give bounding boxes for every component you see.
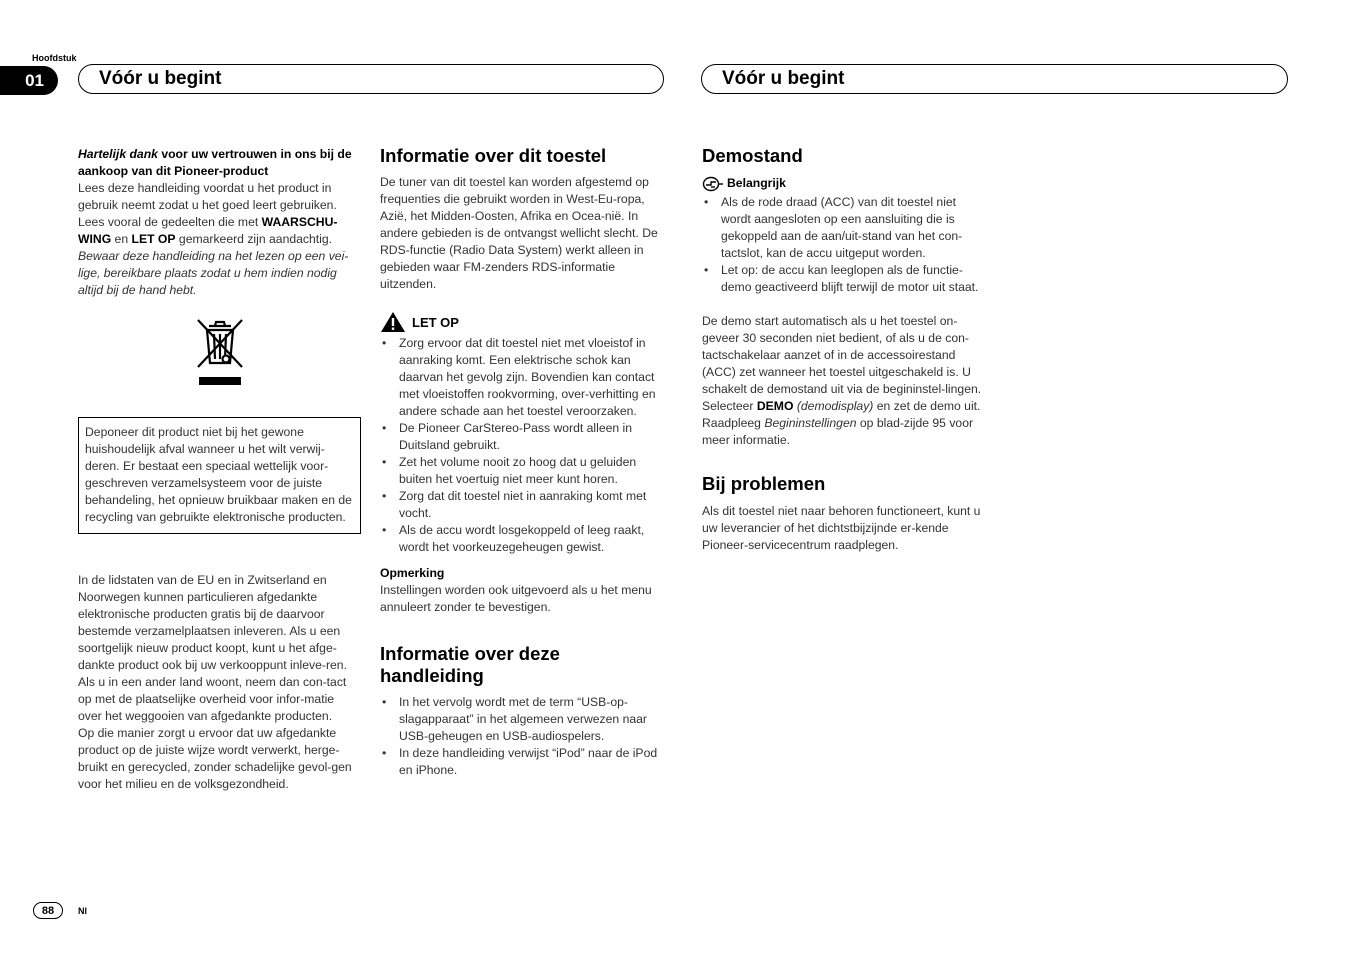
page-number: 88 [33, 902, 63, 919]
demo-display-term: (demodisplay) [793, 399, 874, 413]
list-item: • In deze handleiding verwijst “iPod” naar de iPod en iPhone. [380, 745, 665, 779]
section-title-left-text: Vóór u begint [99, 68, 222, 89]
eu-paragraph-2: Als u in een ander land woont, neem dan con-tact op met de plaatselijke overheid voor infor-matie over het weggooien van afgedankte producten. [78, 675, 347, 723]
column-3 [702, 145, 988, 554]
list-item: • Let op: de accu kan leeglopen als de functie-demo geactiveerd blijft terwijl de motor uit staat. [702, 262, 988, 296]
list-item: • Als de accu wordt losgekoppeld of leeg raakt, wordt het voorkeuzegeheugen gewist. [380, 522, 665, 556]
caution-keyword: LET OP [131, 232, 176, 246]
crossed-bin-icon [195, 317, 245, 387]
caution-label: LET OP [412, 314, 459, 330]
warning-triangle-icon [380, 311, 406, 333]
note-text: Instellingen worden ook uitgevoerd als u het menu annuleert zonder te bevestigen. [380, 583, 652, 614]
section-title-left [78, 64, 664, 94]
manual-info-list [380, 694, 665, 779]
note-label: Opmerking [380, 566, 445, 580]
chapter-number-badge: 01 [0, 66, 58, 95]
important-list [702, 194, 988, 296]
demo-paragraph [702, 313, 988, 449]
language-code: Nl [78, 906, 87, 916]
column-1 [78, 146, 361, 793]
troubleshooting-text: Als dit toestel niet naar behoren functioneert, kunt u uw leverancier of het dichtstbijzijnde er-kende Pioneer-servicecentrum raadplegen. [702, 504, 981, 552]
caution-list [380, 335, 665, 556]
list-item: • Zorg dat dit toestel niet in aanraking komt met vocht. [380, 488, 665, 522]
important-header [702, 175, 988, 192]
device-info-text: De tuner van dit toestel kan worden afgestemd op frequenties die gebruikt worden in West-Eu-ropa, Azië, het Midden-Oosten, Afrika en Ocea-nië. In andere gebieden is de ontvangst wellicht slecht. De RDS-functie (Radio Data System) werkt alleen in gebieden waar FM-zenders RDS-informatie uitzenden. [380, 175, 658, 291]
list-item: • In het vervolg wordt met de term “USB-op-slagapparaat” in het algemeen verwezen naar USB-geheugen en USB-audiospelers. [380, 694, 665, 745]
disposal-notice-text: Deponeer dit product niet bij het gewone huishoudelijk afval wanneer u het wilt verwij-deren. Er bestaat een speciaal wettelijk voor-geschreven verzamelsysteem voor de juiste behandeling, het opnieuw bruikbaar maken en de recycling van gebruikte elektronische producten. [85, 425, 352, 524]
list-item: • De Pioneer CarStereo-Pass wordt alleen in Duitsland gebruikt. [380, 420, 665, 454]
intro-text-1: Lees deze handleiding voordat u het product in gebruik neemt zodat u het goed leert gebruiken. Lees vooral de gedeelten die met [78, 181, 337, 229]
chapter-label: Hoofdstuk [32, 53, 77, 63]
heading-manual-info: Informatie over deze handleiding [380, 643, 560, 686]
intro-thanks: Hartelijk dank [78, 147, 158, 161]
caution-header [380, 311, 665, 333]
demo-text-3: op blad-zijde 95 voor meer informatie. [702, 416, 974, 447]
list-item: • Zet het volume nooit zo hoog dat u geluiden buiten het voertuig niet meer kunt horen. [380, 454, 665, 488]
column-2 [380, 145, 665, 779]
important-label: Belangrijk [727, 176, 786, 190]
intro-text-2: gemarkeerd zijn aandachtig. [175, 232, 333, 246]
intro-paragraph [78, 146, 361, 248]
demo-text-1: De demo start automatisch als u het toestel on-geveer 30 seconden niet bedient, of als u de con-tactschakelaar aanzet of in de accessoirestand (ACC) zet wanneer het toestel uitgeschakeld is. U schakelt de demostand uit via de begininstel-lingen. Selecteer [702, 314, 982, 413]
keep-manual-note: Bewaar deze handleiding na het lezen op een vei-lige, bereikbare plaats zodat u hem indien nodig altijd bij de hand hebt. [78, 249, 349, 297]
intro-bold: voor uw vertrouwen in ons bij de aankoop van dit Pioneer-product [78, 147, 352, 178]
important-hand-icon [702, 176, 724, 192]
heading-device-info: Informatie over dit toestel [380, 145, 607, 166]
demo-keyword: DEMO [756, 399, 794, 413]
initial-settings-term: Begininstellingen [764, 416, 857, 430]
and-word: en [111, 232, 132, 246]
weee-symbol-area [78, 299, 361, 417]
eu-paragraph-1: In de lidstaten van de EU en in Zwitserland en Noorwegen kunnen particulieren afgedankte elektronische producten gratis bij de daarvoor bestemde verzamelplaatsen inleveren. Als u een soortgelijk nieuw product koopt, kunt u het afge-dankte product ook bij uw verkooppunt inleve-ren. [78, 573, 347, 672]
list-item: • Als de rode draad (ACC) van dit toestel niet wordt aangesloten op een aansluiting die is gekoppeld aan de aan/uit-stand van het con-tactslot, kan de accu uitgeput worden. [702, 194, 988, 262]
heading-demo-mode: Demostand [702, 145, 803, 166]
section-title-right [701, 64, 1288, 94]
section-title-right-text: Vóór u begint [722, 68, 845, 89]
heading-troubleshooting: Bij problemen [702, 473, 826, 494]
demo-text-2: en zet de demo uit. Raadpleeg [702, 399, 981, 430]
warning-keyword: WAARSCHU-WING [78, 215, 338, 246]
eu-paragraph-3: Op die manier zorgt u ervoor dat uw afgedankte product op de juiste wijze wordt verwerkt, herge-bruikt en gerecycled, zonder schadelijke gevol-gen voor het milieu en de volksgezondheid. [78, 726, 352, 791]
disposal-notice-box [78, 417, 361, 534]
list-item: • Zorg ervoor dat dit toestel niet met vloeistof in aanraking komt. Een elektrische schok kan daarvan het gevolg zijn. Bovendien kan contact met vloeistoffen rookvorming, over-verhitting en andere schade aan het toestel veroorzaken. [380, 335, 665, 420]
